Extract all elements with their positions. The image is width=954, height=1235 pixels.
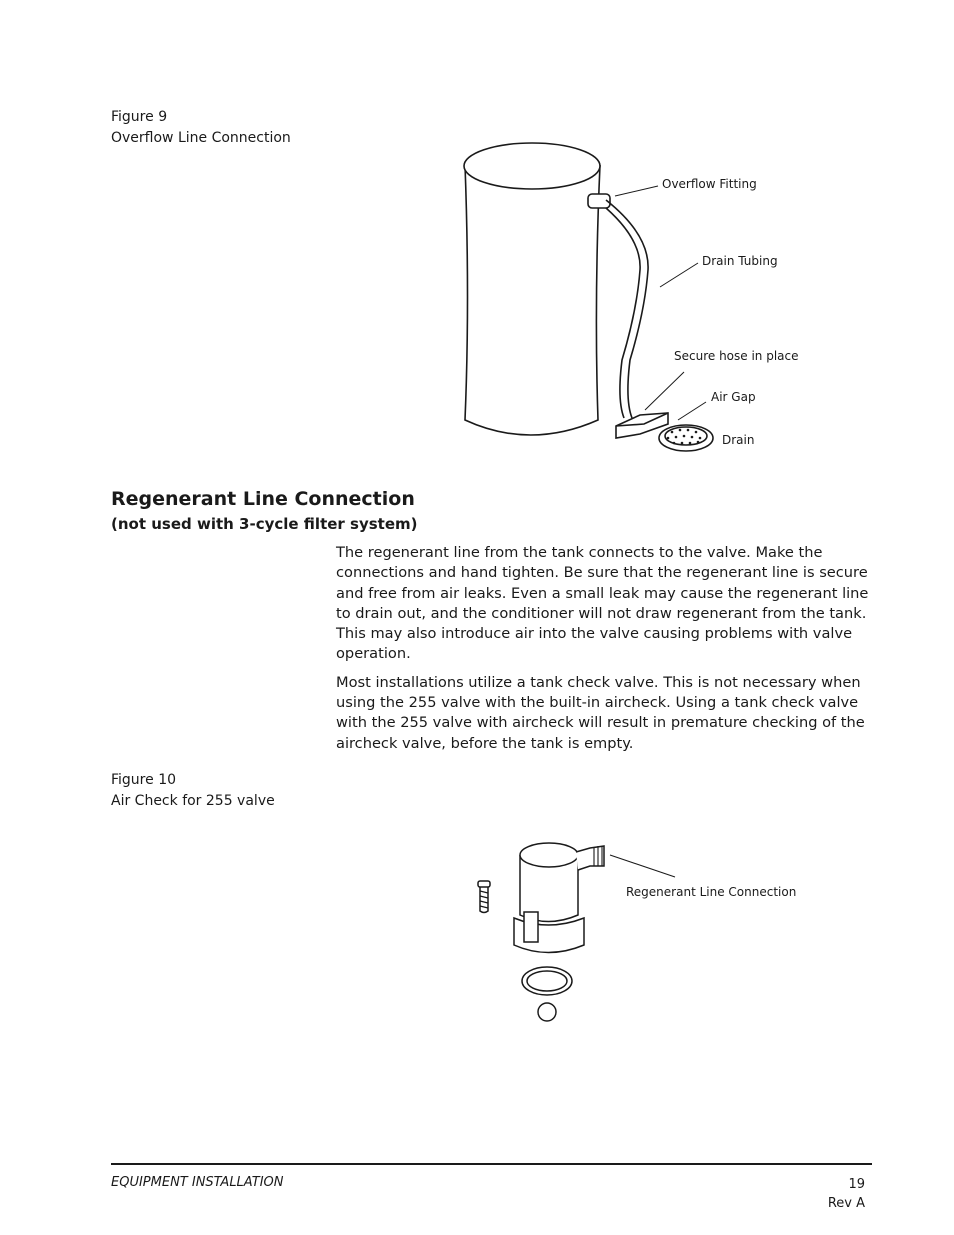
o-ring-inner [527, 971, 567, 991]
section-subheading: (not used with 3-cycle filter system) [111, 515, 418, 533]
label-drain: Drain [722, 433, 755, 447]
check-ball [538, 1003, 556, 1021]
section-heading: Regenerant Line Connection [111, 488, 415, 510]
figure-9-title: Overflow Line Connection [111, 130, 291, 146]
regenerant-connector [576, 846, 604, 870]
paragraph-1: The regenerant line from the tank connects to the valve. Make the connections and hand tighten. Be sure that the regenerant line is secure and free from air leaks. Even a small leak may cause the regenerant line to drain out, and the conditioner will not draw regenerant from the tank. This may also introduce air into the valve causing problems with valve operation. [336, 544, 869, 663]
figure-10-number: Figure 10 [111, 772, 177, 788]
screw-head [478, 881, 490, 887]
paragraph-2: Most installations utilize a tank check valve. This is not necessary when using the 255 valve with the built-in aircheck. Using a tank check valve with the 255 valve with aircheck will result in premature checking of the aircheck valve, before the tank is empty. [336, 673, 865, 752]
figure-10-title: Air Check for 255 valve [111, 793, 275, 809]
label-drain-tubing: Drain Tubing [702, 254, 778, 268]
label-overflow-fitting: Overflow Fitting [662, 177, 757, 191]
label-secure-hose: Secure hose in place [674, 349, 799, 363]
flange-tab [524, 912, 538, 942]
leader-regenerant [610, 855, 675, 877]
footer-section-name: EQUIPMENT INSTALLATION [111, 1175, 284, 1190]
revision: Rev A [827, 1196, 865, 1211]
footer-rule [111, 1163, 872, 1165]
page-number: 19 [848, 1177, 865, 1192]
aircheck-top [520, 843, 578, 867]
footer-page-info [828, 1175, 865, 1213]
label-regenerant-line: Regenerant Line Connection [626, 885, 797, 899]
figure-9-number: Figure 9 [111, 109, 168, 125]
label-air-gap: Air Gap [711, 390, 756, 404]
